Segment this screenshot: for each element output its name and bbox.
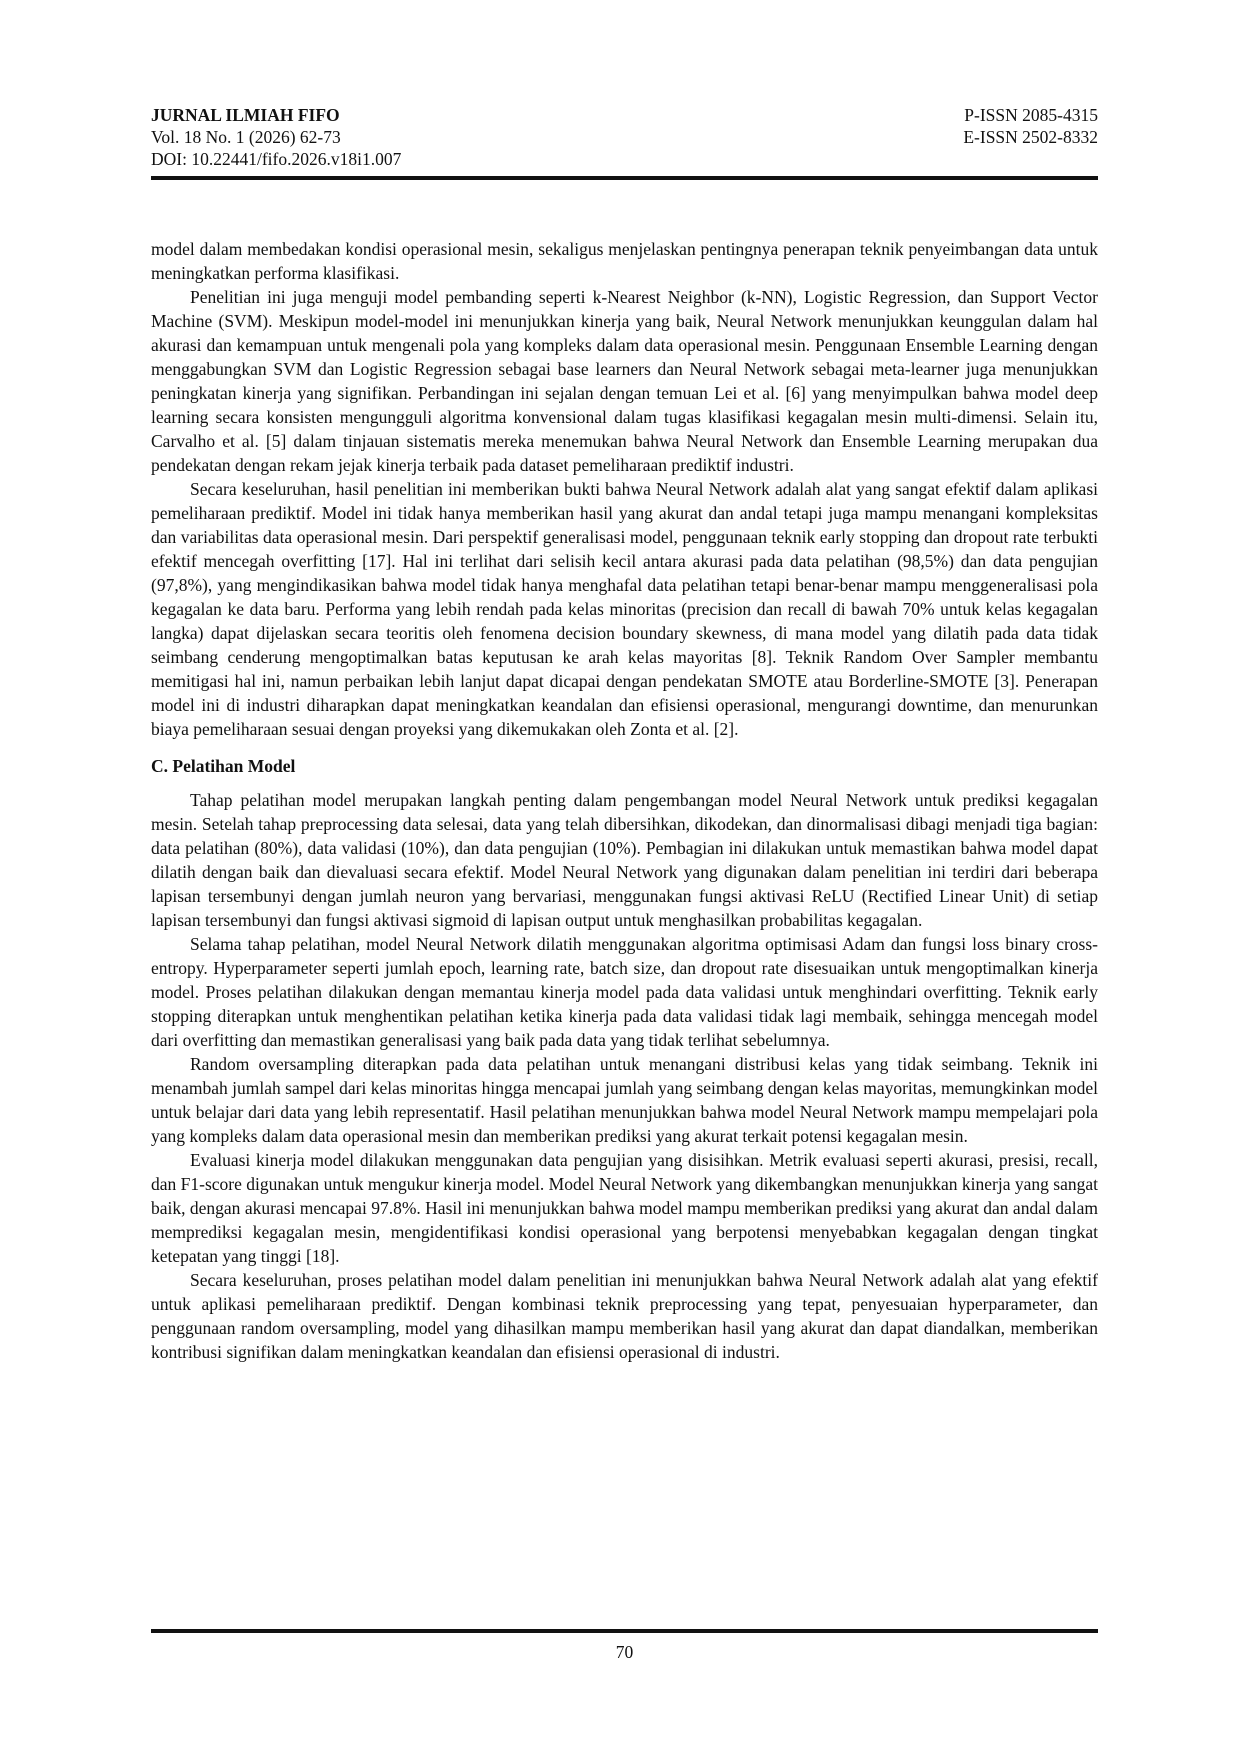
page-number: 70: [615, 1642, 634, 1662]
header-right: [963, 104, 1098, 148]
body-paragraph-7: Evaluasi kinerja model dilakukan menggunakan data pengujian yang disisihkan. Metrik evaluasi seperti akurasi, presisi, recall, dan F1-score digunakan untuk mengukur kinerja model. Model Neural Network yang dikembangkan menunjukkan kinerja yang sangat baik, dengan akurasi mencapai 97.8%. Hasil ini menunjukkan bahwa model mampu memberikan prediksi yang akurat dan andal dalam memprediksi kegagalan mesin, mengidentifikasi kondisi operasional yang berpotensi menyebabkan kegagalan dengan tingkat ketepatan yang tinggi [18].: [151, 1150, 1098, 1266]
journal-doi: DOI: 10.22441/fifo.2026.v18i1.007: [151, 149, 402, 169]
article-body: [151, 237, 1098, 1364]
header-left: [151, 104, 401, 170]
journal-volume: Vol. 18 No. 1 (2026) 62-73: [151, 127, 341, 147]
body-paragraph-1: model dalam membedakan kondisi operasional mesin, sekaligus menjelaskan pentingnya penerapan teknik penyeimbangan data untuk meningkatkan performa klasifikasi.: [151, 239, 1098, 283]
footer-divider: [151, 1629, 1098, 1633]
journal-name: JURNAL ILMIAH FIFO: [151, 105, 340, 125]
header-divider: [151, 176, 1098, 180]
section-heading-c: C. Pelatihan Model: [151, 756, 296, 776]
p-issn: P-ISSN 2085-4315: [964, 105, 1098, 125]
body-paragraph-4: Tahap pelatihan model merupakan langkah penting dalam pengembangan model Neural Network untuk prediksi kegagalan mesin. Setelah tahap preprocessing data selesai, data yang telah dibersihkan, dikodekan, dan dinormalisasi dibagi menjadi tiga bagian: data pelatihan (80%), data validasi (10%), dan data pengujian (10%). Pembagian ini dilakukan untuk memastikan bahwa model dapat dilatih dengan baik dan dievaluasi secara efektif. Model Neural Network yang digunakan dalam penelitian ini terdiri dari beberapa lapisan tersembunyi dengan jumlah neuron yang bervariasi, menggunakan fungsi aktivasi ReLU (Rectified Linear Unit) di setiap lapisan tersembunyi dan fungsi aktivasi sigmoid di lapisan output untuk menghasilkan probabilitas kegagalan.: [151, 790, 1098, 930]
body-paragraph-6: Random oversampling diterapkan pada data pelatihan untuk menangani distribusi kelas yang tidak seimbang. Teknik ini menambah jumlah sampel dari kelas minoritas hingga mencapai jumlah yang seimbang dengan kelas mayoritas, memungkinkan model untuk belajar dari data yang lebih representatif. Hasil pelatihan menunjukkan bahwa model Neural Network mampu mempelajari pola yang kompleks dalam data operasional mesin dan memberikan prediksi yang akurat terkait potensi kegagalan mesin.: [151, 1054, 1098, 1146]
body-paragraph-2: Penelitian ini juga menguji model pembanding seperti k-Nearest Neighbor (k-NN), Logistic Regression, dan Support Vector Machine (SVM). Meskipun model-model ini menunjukkan kinerja yang baik, Neural Network menunjukkan keunggulan dalam hal akurasi dan kemampuan untuk mengenali pola yang kompleks dalam data operasional mesin. Penggunaan Ensemble Learning dengan menggabungkan SVM dan Logistic Regression sebagai base learners dan Neural Network sebagai meta-learner juga menunjukkan peningkatan kinerja yang signifikan. Perbandingan ini sejalan dengan temuan Lei et al. [6] yang menyimpulkan bahwa model deep learning secara konsisten mengungguli algoritma konvensional dalam tugas klasifikasi kegagalan mesin multi-dimensi. Selain itu, Carvalho et al. [5] dalam tinjauan sistematis mereka menemukan bahwa Neural Network dan Ensemble Learning merupakan dua pendekatan dengan rekam jejak kinerja terbaik pada dataset pemeliharaan prediktif industri.: [151, 287, 1098, 475]
body-paragraph-3: Secara keseluruhan, hasil penelitian ini memberikan bukti bahwa Neural Network adalah alat yang sangat efektif dalam aplikasi pemeliharaan prediktif. Model ini tidak hanya memberikan hasil yang akurat dan andal tetapi juga mampu menangani kompleksitas dan variabilitas data operasional mesin. Dari perspektif generalisasi model, penggunaan teknik early stopping dan dropout rate terbukti efektif mencegah overfitting [17]. Hal ini terlihat dari selisih kecil antara akurasi pada data pelatihan (98,5%) dan data pengujian (97,8%), yang mengindikasikan bahwa model tidak hanya menghafal data pelatihan tetapi benar-benar mampu menggeneralisasi pola kegagalan ke data baru. Performa yang lebih rendah pada kelas minoritas (precision dan recall di bawah 70% untuk kelas kegagalan langka) dapat dijelaskan secara teoritis oleh fenomena decision boundary skewness, di mana model yang dilatih pada data tidak seimbang cenderung mengoptimalkan batas keputusan ke arah kelas mayoritas [8]. Teknik Random Over Sampler membantu memitigasi hal ini, namun perbaikan lebih lanjut dapat dicapai dengan pendekatan SMOTE atau Borderline-SMOTE [3]. Penerapan model ini di industri diharapkan dapat meningkatkan keandalan dan efisiensi operasional, mengurangi downtime, dan menurunkan biaya pemeliharaan sesuai dengan proyeksi yang dikemukakan oleh Zonta et al. [2].: [151, 479, 1098, 739]
body-paragraph-8: Secara keseluruhan, proses pelatihan model dalam penelitian ini menunjukkan bahwa Neural Network adalah alat yang efektif untuk aplikasi pemeliharaan prediktif. Dengan kombinasi teknik preprocessing yang tepat, penyesuaian hyperparameter, dan penggunaan random oversampling, model yang dihasilkan mampu memberikan hasil yang akurat dan dapat diandalkan, memberikan kontribusi signifikan dalam meningkatkan keandalan dan efisiensi operasional di industri.: [151, 1270, 1098, 1362]
body-paragraph-5: Selama tahap pelatihan, model Neural Network dilatih menggunakan algoritma optimisasi Adam dan fungsi loss binary cross-entropy. Hyperparameter seperti jumlah epoch, learning rate, batch size, dan dropout rate disesuaikan untuk mengoptimalkan kinerja model. Proses pelatihan dilakukan dengan memantau kinerja model pada data validasi untuk menghindari overfitting. Teknik early stopping diterapkan untuk menghentikan pelatihan ketika kinerja pada data validasi tidak lagi membaik, sehingga mencegah model dari overfitting dan memastikan generalisasi yang baik pada data yang tidak terlihat sebelumnya.: [151, 934, 1098, 1050]
e-issn: E-ISSN 2502-8332: [963, 127, 1098, 147]
